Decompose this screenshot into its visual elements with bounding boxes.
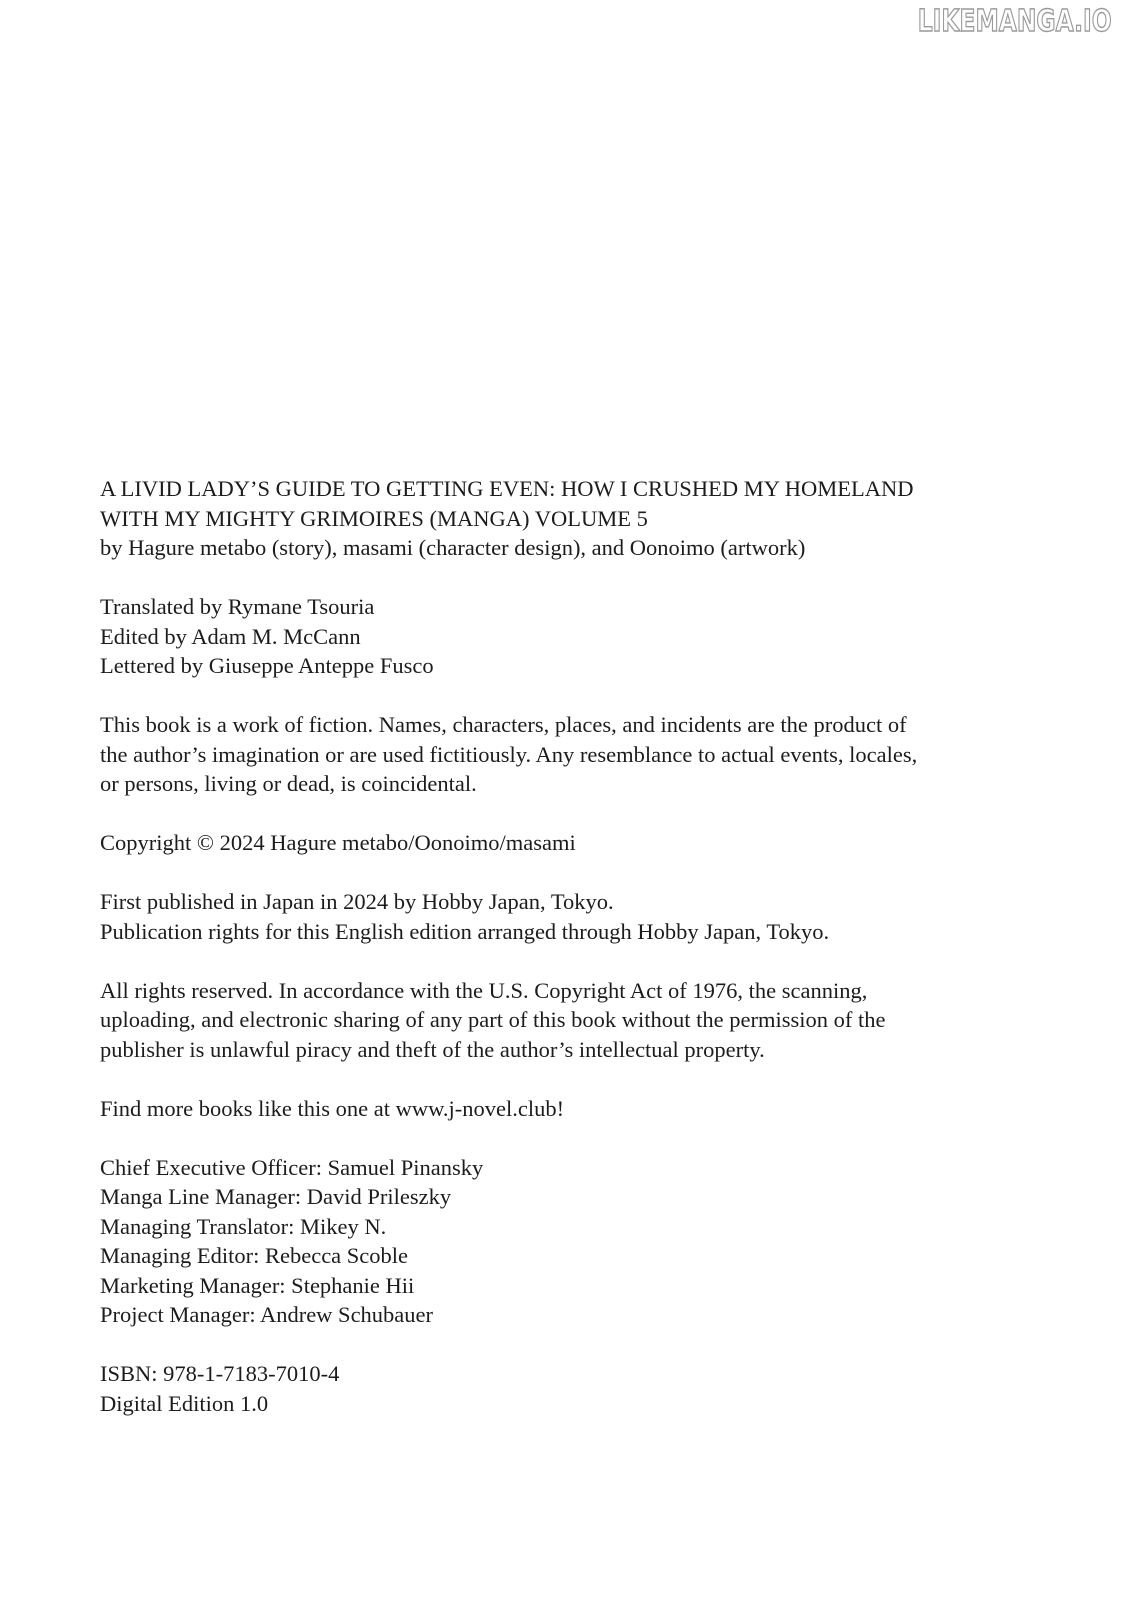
fiction-notice-line: or persons, living or dead, is coincidental. (100, 771, 477, 796)
publication-line: First published in Japan in 2024 by Hobby Japan, Tokyo. (100, 889, 614, 914)
staff-item: Managing Translator: Mikey N. (100, 1213, 387, 1239)
staff-item: Manga Line Manager: David Prileszky (100, 1184, 452, 1209)
rights-line: All rights reserved. In accordance with the U.S. Copyright Act of 1976, the scanning, (100, 977, 868, 1003)
rights-line: publisher is unlawful piracy and theft of the author’s intellectual property. (100, 1036, 765, 1062)
credits-block (100, 592, 1100, 681)
publication-notice (100, 887, 1100, 946)
letterer-credit: Lettered by Giuseppe Anteppe Fusco (100, 653, 434, 678)
publication-line: Publication rights for this English edition arranged through Hobby Japan, Tokyo. (100, 918, 830, 944)
book-title-line-1: A LIVID LADY’S GUIDE TO GETTING EVEN: HOW I CRUSHED MY HOMELAND (100, 476, 914, 501)
copyright-notice (100, 828, 1100, 858)
copyright-line: Copyright © 2024 Hagure metabo/Oonoimo/masami (100, 830, 576, 855)
editor-credit: Edited by Adam M. McCann (100, 623, 361, 649)
isbn: ISBN: 978-1-7183-7010-4 (100, 1361, 340, 1386)
find-more-line: Find more books like this one at www.j-novel.club! (100, 1095, 565, 1121)
staff-item: Project Manager: Andrew Schubauer (100, 1302, 434, 1327)
staff-item: Marketing Manager: Stephanie Hii (100, 1272, 415, 1298)
fiction-notice-line: the author’s imagination or are used fictitiously. Any resemblance to actual events, locales, (100, 741, 918, 767)
book-title-line-2: WITH MY MIGHTY GRIMOIRES (MANGA) VOLUME 5 (100, 505, 648, 531)
author-byline: by Hagure metabo (story), masami (character design), and Oonoimo (artwork) (100, 535, 806, 560)
fiction-notice-line: This book is a work of fiction. Names, characters, places, and incidents are the product of (100, 712, 907, 737)
rights-notice (100, 976, 1100, 1065)
site-watermark: LIKEMANGA.IO (918, 4, 1112, 39)
staff-list (100, 1153, 1100, 1330)
copyright-page (100, 474, 1100, 1448)
staff-item: Chief Executive Officer: Samuel Pinansky (100, 1154, 484, 1180)
find-more-notice (100, 1094, 1100, 1124)
rights-line: uploading, and electronic sharing of any part of this book without the permission of the (100, 1007, 886, 1032)
title-block (100, 474, 1100, 563)
edition-block (100, 1359, 1100, 1418)
staff-item: Managing Editor: Rebecca Scoble (100, 1243, 409, 1268)
translator-credit: Translated by Rymane Tsouria (100, 594, 375, 619)
edition-label: Digital Edition 1.0 (100, 1390, 269, 1416)
fiction-notice (100, 710, 1100, 799)
